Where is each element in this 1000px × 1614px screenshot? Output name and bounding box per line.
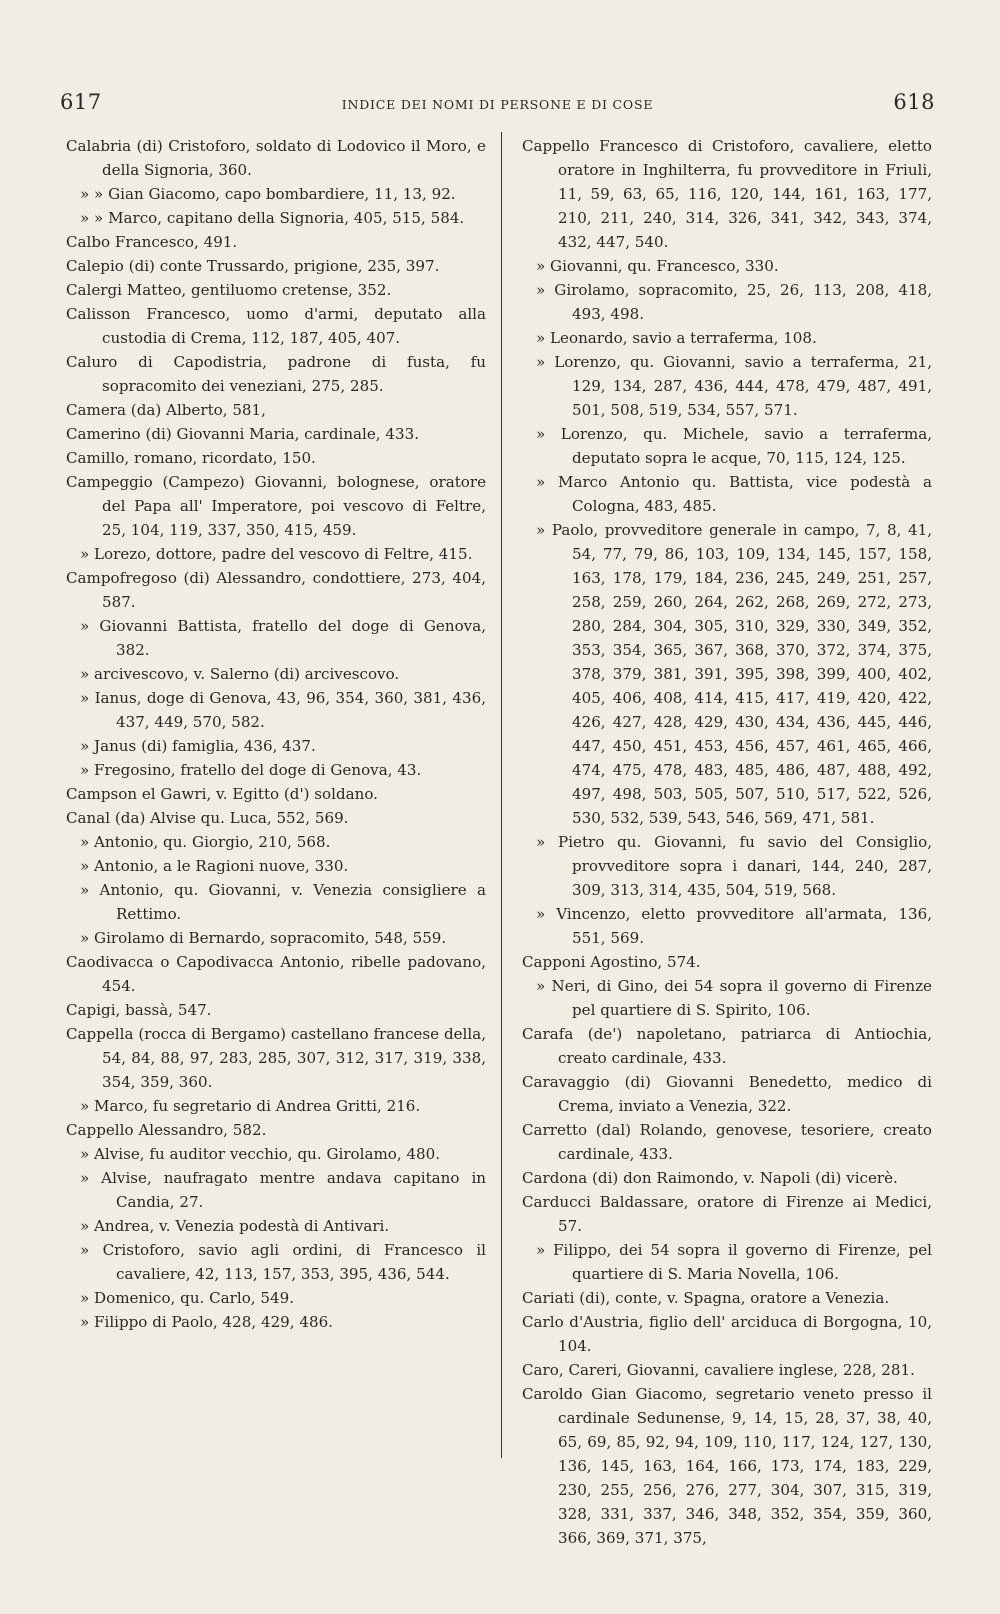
- index-entry: » Filippo, dei 54 sopra il governo di Firenze, pel quartiere di S. Maria Novella, 106.: [536, 1241, 932, 1283]
- index-entry: Canal (da) Alvise qu. Luca, 552, 569.: [66, 809, 349, 827]
- index-entry: Caro, Careri, Giovanni, cavaliere inglese, 228, 281.: [522, 1361, 915, 1379]
- index-entry: » Filippo di Paolo, 428, 429, 486.: [80, 1313, 333, 1331]
- index-entry: Campofregoso (di) Alessandro, condottiere, 273, 404, 587.: [66, 569, 486, 611]
- right-page-number: 618: [893, 90, 935, 114]
- index-entry: » Marco, fu segretario di Andrea Gritti, 216.: [80, 1097, 421, 1115]
- index-entry: Camerino (di) Giovanni Maria, cardinale, 433.: [66, 425, 420, 443]
- index-entry: Capponi Agostino, 574.: [522, 953, 701, 971]
- index-entry: » Marco Antonio qu. Battista, vice podestà a Cologna, 483, 485.: [536, 473, 932, 515]
- index-entry: Caroldo Gian Giacomo, segretario veneto presso il cardinale Sedunense, 9, 14, 15, 28, 37, 38, 40, 65, 69, 85, 92, 94, 109, 110, 117, 124, 127, 130, 136, 145, 163, 164, 166, 173, 174, 183, 229, 230, 255, 256, 276, 277, 304, 307, 315, 319, 328, 331, 337, 346, 348, 352, 354, 359, 360, 366, 369, 371, 375,: [522, 1385, 932, 1547]
- index-entry: » Lorenzo, qu. Michele, savio a terraferma, deputato sopra le acque, 70, 115, 124, 125.: [536, 425, 932, 467]
- index-entry: » Cristoforo, savio agli ordini, di Francesco il cavaliere, 42, 113, 157, 353, 395, 436, 544.: [80, 1241, 486, 1283]
- index-entry: Carducci Baldassare, oratore di Firenze ai Medici, 57.: [522, 1193, 932, 1235]
- index-entry: » » Gian Giacomo, capo bombardiere, 11, 13, 92.: [80, 185, 456, 203]
- index-entry: » Girolamo di Bernardo, sopracomito, 548, 559.: [80, 929, 447, 947]
- index-entry: » Pietro qu. Giovanni, fu savio del Consiglio, provveditore sopra i danari, 144, 240, 287, 309, 313, 314, 435, 504, 519, 568.: [536, 833, 932, 899]
- index-entry: » » Marco, capitano della Signoria, 405, 515, 584.: [80, 209, 465, 227]
- index-entry: » arcivescovo, v. Salerno (di) arcivescovo.: [80, 665, 400, 683]
- index-entry: Campson el Gawri, v. Egitto (d') soldano.: [66, 785, 378, 803]
- left-index-column: [66, 134, 486, 1334]
- index-entry: » Alvise, fu auditor vecchio, qu. Girolamo, 480.: [80, 1145, 441, 1163]
- index-entry: Cardona (di) don Raimondo, v. Napoli (di) vicerè.: [522, 1169, 898, 1187]
- right-index-column: [522, 134, 932, 1550]
- left-page-number: 617: [60, 90, 102, 114]
- index-entry: » Antonio, qu. Giorgio, 210, 568.: [80, 833, 331, 851]
- index-entry: Calergi Matteo, gentiluomo cretense, 352.: [66, 281, 392, 299]
- index-entry: Campeggio (Campezo) Giovanni, bolognese, oratore del Papa all' Imperatore, poi vescovo di Feltre, 25, 104, 119, 337, 350, 415, 459.: [66, 473, 486, 539]
- index-entry: Carafa (de') napoletano, patriarca di Antiochia, creato cardinale, 433.: [522, 1025, 932, 1067]
- index-entry: » Vincenzo, eletto provveditore all'armata, 136, 551, 569.: [536, 905, 932, 947]
- index-entry: » Lorenzo, qu. Giovanni, savio a terraferma, 21, 129, 134, 287, 436, 444, 478, 479, 487, 491, 501, 508, 519, 534, 557, 571.: [536, 353, 932, 419]
- index-entry: » Giovanni, qu. Francesco, 330.: [536, 257, 779, 275]
- page-header: [60, 90, 935, 120]
- index-entry: » Antonio, qu. Giovanni, v. Venezia consigliere a Rettimo.: [80, 881, 486, 923]
- index-entry: Cappella (rocca di Bergamo) castellano francese della, 54, 84, 88, 97, 283, 285, 307, 312, 317, 319, 338, 354, 359, 360.: [66, 1025, 486, 1091]
- index-entry: Caravaggio (di) Giovanni Benedetto, medico di Crema, inviato a Venezia, 322.: [522, 1073, 932, 1115]
- index-entry: » Paolo, provveditore generale in campo, 7, 8, 41, 54, 77, 79, 86, 103, 109, 134, 145, 157, 158, 163, 178, 179, 184, 236, 245, 249, 251, 257, 258, 259, 260, 264, 262, 268, 269, 272, 273, 280, 284, 304, 305, 310, 329, 330, 349, 352, 353, 354, 365, 367, 368, 370, 372, 374, 375, 378, 379, 381, 391, 395, 398, 399, 400, 402, 405, 406, 408, 414, 415, 417, 419, 420, 422, 426, 427, 428, 429, 430, 434, 436, 445, 446, 447, 450, 451, 453, 456, 457, 461, 465, 466, 474, 475, 478, 483, 485, 486, 487, 488, 492, 497, 498, 503, 505, 507, 510, 517, 522, 526, 530, 532, 539, 543, 546, 569, 471, 581.: [536, 521, 932, 827]
- running-title: INDICE DEI NOMI DI PERSONE E DI COSE: [341, 97, 654, 112]
- index-entry: » Fregosino, fratello del doge di Genova, 43.: [80, 761, 422, 779]
- column-divider: [501, 132, 502, 1458]
- index-entry: Cariati (di), conte, v. Spagna, oratore a Venezia.: [522, 1289, 890, 1307]
- index-entry: » Giovanni Battista, fratello del doge di Genova, 382.: [80, 617, 486, 659]
- index-entry: » Janus (di) famiglia, 436, 437.: [80, 737, 316, 755]
- index-entry: Cappello Alessandro, 582.: [66, 1121, 267, 1139]
- index-entry: Carlo d'Austria, figlio dell' arciduca di Borgogna, 10, 104.: [522, 1313, 932, 1355]
- index-entry: » Lorezo, dottore, padre del vescovo di Feltre, 415.: [80, 545, 473, 563]
- index-entry: » Neri, di Gino, dei 54 sopra il governo di Firenze pel quartiere di S. Spirito, 106.: [536, 977, 932, 1019]
- index-entry: Camillo, romano, ricordato, 150.: [66, 449, 316, 467]
- index-entry: Calisson Francesco, uomo d'armi, deputato alla custodia di Crema, 112, 187, 405, 407.: [66, 305, 486, 347]
- index-entry: » Girolamo, sopracomito, 25, 26, 113, 208, 418, 493, 498.: [536, 281, 932, 323]
- index-entry: » Ianus, doge di Genova, 43, 96, 354, 360, 381, 436, 437, 449, 570, 582.: [80, 689, 486, 731]
- index-entry: Caodivacca o Capodivacca Antonio, ribelle padovano, 454.: [66, 953, 486, 995]
- index-entry: » Alvise, naufragato mentre andava capitano in Candia, 27.: [80, 1169, 486, 1211]
- index-entry: Calepio (di) conte Trussardo, prigione, 235, 397.: [66, 257, 440, 275]
- index-entry: Calbo Francesco, 491.: [66, 233, 238, 251]
- index-entry: » Andrea, v. Venezia podestà di Antivari.: [80, 1217, 390, 1235]
- index-entry: Cappello Francesco di Cristoforo, cavaliere, eletto oratore in Inghilterra, fu provveditore in Friuli, 11, 59, 63, 65, 116, 120, 144, 161, 163, 177, 210, 211, 240, 314, 326, 341, 342, 343, 374, 432, 447, 540.: [522, 137, 932, 251]
- index-entry: Capigi, bassà, 547.: [66, 1001, 212, 1019]
- index-entry: Carretto (dal) Rolando, genovese, tesoriere, creato cardinale, 433.: [522, 1121, 932, 1163]
- index-entry: » Domenico, qu. Carlo, 549.: [80, 1289, 295, 1307]
- index-entry: Calabria (di) Cristoforo, soldato di Lodovico il Moro, e della Signoria, 360.: [66, 137, 486, 179]
- index-entry: » Leonardo, savio a terraferma, 108.: [536, 329, 817, 347]
- index-entry: » Antonio, a le Ragioni nuove, 330.: [80, 857, 349, 875]
- index-entry: Caluro di Capodistria, padrone di fusta, fu sopracomito dei veneziani, 275, 285.: [66, 353, 486, 395]
- index-entry: Camera (da) Alberto, 581,: [66, 401, 266, 419]
